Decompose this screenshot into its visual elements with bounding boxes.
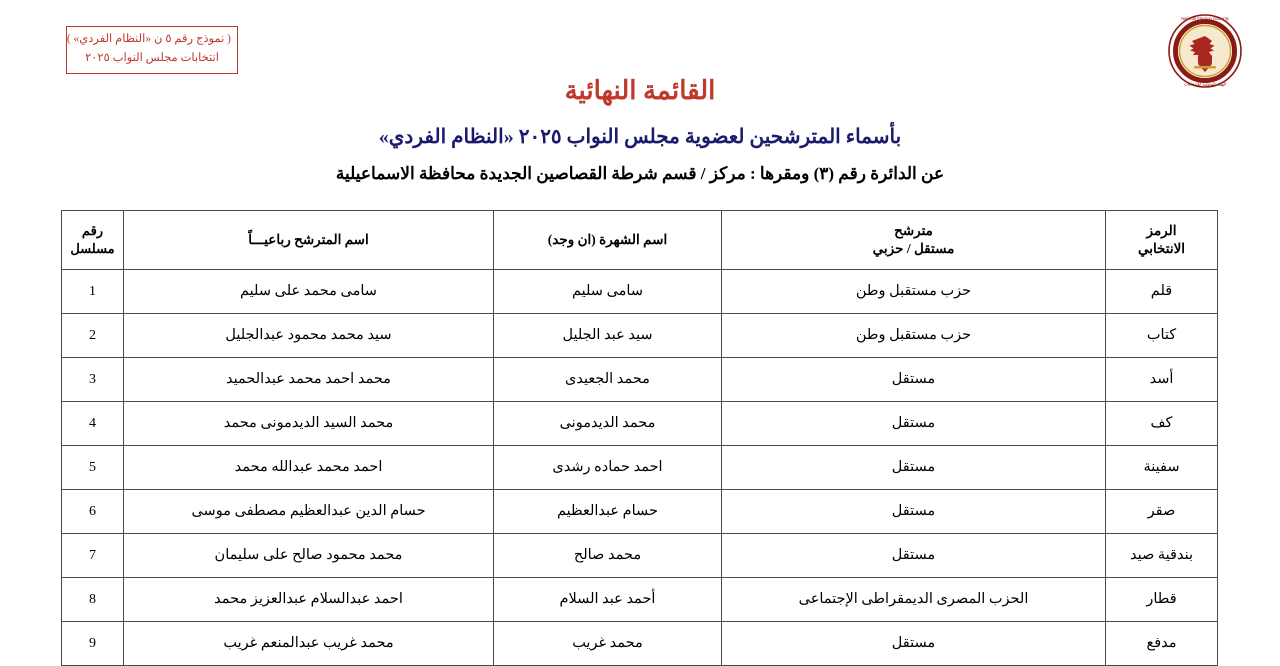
cell-fame: احمد حماده رشدى xyxy=(494,446,722,490)
svg-text:الهيئة الوطنية للانتخابات: الهيئة الوطنية للانتخابات xyxy=(1183,81,1227,87)
candidates-table xyxy=(61,210,1218,666)
column-header-party-line1: مترشح xyxy=(894,222,933,238)
cell-serial: 1 xyxy=(62,270,124,314)
cell-serial: 9 xyxy=(62,622,124,666)
candidates-table-body xyxy=(62,270,1218,666)
column-header-party-line2: مستقل / حزبي xyxy=(872,241,955,256)
cell-party: مستقل xyxy=(722,622,1106,666)
cell-fame: محمد صالح xyxy=(494,534,722,578)
cell-serial: 6 xyxy=(62,490,124,534)
cell-serial: 5 xyxy=(62,446,124,490)
column-header-party xyxy=(722,211,1106,270)
cell-party: مستقل xyxy=(722,402,1106,446)
cell-serial: 7 xyxy=(62,534,124,578)
cell-serial: 2 xyxy=(62,314,124,358)
cell-symbol: سفينة xyxy=(1106,446,1218,490)
constituency-line: عن الدائرة رقم (٣) ومقرها : مركز / قسم شرطة القصاصين الجديدة محافظة الاسماعيلية xyxy=(335,164,945,183)
column-header-name: اسم المترشح رباعيـــاً xyxy=(124,211,494,270)
cell-symbol: كف xyxy=(1106,402,1218,446)
cell-fame: سامى سليم xyxy=(494,270,722,314)
cell-party: مستقل xyxy=(722,358,1106,402)
column-header-symbol-line2: الانتخابي xyxy=(1137,241,1186,256)
cell-name: احمد عبدالسلام عبدالعزيز محمد xyxy=(124,578,494,622)
table-row xyxy=(62,270,1218,314)
cell-fame: محمد الديدمونى xyxy=(494,402,722,446)
cell-party: حزب مستقبل وطن xyxy=(722,314,1106,358)
candidates-table-container xyxy=(62,210,1218,666)
cell-party: حزب مستقبل وطن xyxy=(722,270,1106,314)
cell-symbol: قلم xyxy=(1106,270,1218,314)
column-header-fame: اسم الشهرة (ان وجد) xyxy=(494,211,722,270)
form-number-line1: ( نموذج رقم ٥ ن «النظام الفردي» ) xyxy=(66,33,231,45)
cell-party: مستقل xyxy=(722,446,1106,490)
cell-name: محمد السيد الديدمونى محمد xyxy=(124,402,494,446)
table-row xyxy=(62,314,1218,358)
table-row xyxy=(62,402,1218,446)
cell-party: مستقل xyxy=(722,490,1106,534)
cell-name: محمد محمود صالح على سليمان xyxy=(124,534,494,578)
column-header-serial-line1: رقم xyxy=(81,223,104,239)
cell-name: سيد محمد محمود عبدالجليل xyxy=(124,314,494,358)
form-number-box xyxy=(66,26,238,74)
cell-symbol: قطار xyxy=(1106,578,1218,622)
cell-fame: حسام عبدالعظيم xyxy=(494,490,722,534)
cell-party: الحزب المصرى الديمقراطى الإجتماعى xyxy=(722,578,1106,622)
column-header-symbol xyxy=(1106,211,1218,270)
cell-fame: سيد عبد الجليل xyxy=(494,314,722,358)
column-header-serial-line2: مسلسل xyxy=(70,241,115,256)
page-subtitle: بأسماء المترشحين لعضوية مجلس النواب ٢٠٢٥ «النظام الفردي» xyxy=(378,126,902,148)
table-header-row xyxy=(62,211,1218,270)
cell-symbol: بندقية صيد xyxy=(1106,534,1218,578)
table-row xyxy=(62,534,1218,578)
cell-name: احمد محمد عبدالله محمد xyxy=(124,446,494,490)
svg-text:National Election Authority: National Election Authority xyxy=(1181,16,1229,22)
column-header-serial xyxy=(62,211,124,270)
cell-symbol: صقر xyxy=(1106,490,1218,534)
cell-name: محمد احمد محمد عبدالحميد xyxy=(124,358,494,402)
cell-symbol: كتاب xyxy=(1106,314,1218,358)
cell-name: محمد غريب عبدالمنعم غريب xyxy=(124,622,494,666)
cell-serial: 4 xyxy=(62,402,124,446)
page-title: القائمة النهائية xyxy=(564,76,716,105)
table-row xyxy=(62,578,1218,622)
cell-fame: أحمد عبد السلام xyxy=(494,578,722,622)
table-row xyxy=(62,358,1218,402)
column-header-symbol-line1: الرمز xyxy=(1146,222,1177,238)
cell-party: مستقل xyxy=(722,534,1106,578)
cell-symbol: أسد xyxy=(1106,358,1218,402)
cell-name: حسام الدين عبدالعظيم مصطفى موسى xyxy=(124,490,494,534)
table-row xyxy=(62,622,1218,666)
form-number-line2: انتخابات مجلس النواب ٢٠٢٥ xyxy=(85,52,219,65)
table-row xyxy=(62,446,1218,490)
table-row xyxy=(62,490,1218,534)
cell-symbol: مدفع xyxy=(1106,622,1218,666)
cell-name: سامى محمد على سليم xyxy=(124,270,494,314)
cell-fame: محمد غريب xyxy=(494,622,722,666)
cell-serial: 3 xyxy=(62,358,124,402)
cell-serial: 8 xyxy=(62,578,124,622)
cell-fame: محمد الجعيدى xyxy=(494,358,722,402)
